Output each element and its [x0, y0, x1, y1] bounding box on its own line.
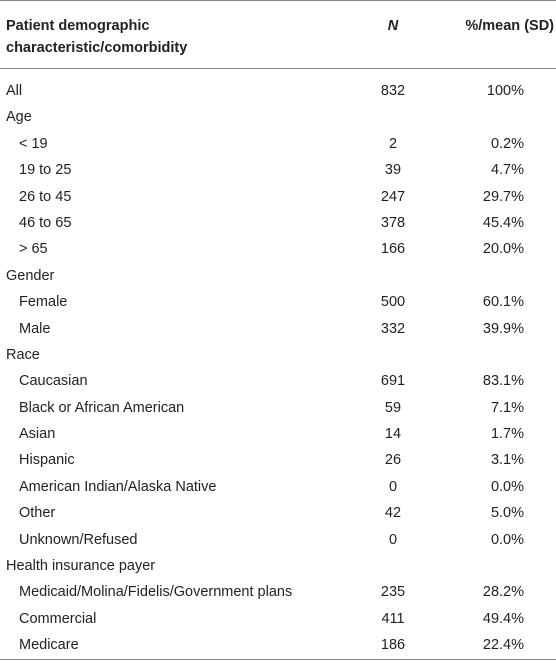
header-characteristic-line1: Patient demographic [6, 18, 150, 34]
table-group-row [0, 553, 556, 579]
row-percent: 83.1% [482, 373, 524, 390]
row-label: Hispanic [19, 452, 75, 469]
row-percent: 4.7% [490, 162, 524, 179]
header-n: N [387, 18, 399, 34]
row-label: Medicare [19, 637, 79, 654]
row-label: Commercial [19, 610, 97, 627]
row-n: 2 [388, 135, 398, 152]
row-label: Age [6, 109, 32, 126]
table-body [0, 69, 556, 659]
row-label: 46 to 65 [19, 214, 72, 231]
row-label: Unknown/Refused [19, 531, 138, 548]
row-n: 500 [380, 294, 406, 311]
table-row [0, 395, 556, 421]
header-percent-mean: %/mean (SD) [465, 18, 554, 34]
row-label: Medicaid/Molina/Fidelis/Government plans [19, 584, 293, 601]
row-percent: 20.0% [482, 241, 524, 258]
row-percent: 22.4% [482, 637, 524, 654]
row-n: 247 [380, 188, 406, 205]
row-n: 235 [380, 584, 406, 601]
row-n: 0 [388, 531, 398, 548]
row-n: 378 [380, 214, 406, 231]
row-n: 26 [384, 452, 402, 469]
row-label: Caucasian [19, 373, 88, 390]
row-n: 832 [380, 83, 406, 99]
table-row [0, 421, 556, 447]
table-row [0, 447, 556, 473]
bottom-rule [0, 659, 556, 660]
table-row [0, 579, 556, 605]
table-row [0, 289, 556, 315]
row-label: 19 to 25 [19, 162, 72, 179]
header-characteristic-line2: characteristic/comorbidity [6, 40, 188, 56]
row-label: Gender [6, 267, 55, 284]
row-label: < 19 [19, 135, 48, 152]
table-row [0, 606, 556, 632]
table-group-row [0, 104, 556, 130]
row-n: 0 [388, 478, 398, 495]
row-percent: 3.1% [490, 452, 524, 469]
row-percent: 0.0% [490, 478, 524, 495]
row-percent: 5.0% [490, 505, 524, 522]
table-header [0, 1, 556, 68]
row-label: All [6, 83, 23, 99]
row-label: Male [19, 320, 51, 337]
row-label: Asian [19, 426, 56, 443]
row-percent: 1.7% [490, 426, 524, 443]
row-percent: 60.1% [482, 294, 524, 311]
table-group-row [0, 263, 556, 289]
row-n: 59 [384, 399, 402, 416]
table-row [0, 500, 556, 526]
row-label: Race [6, 346, 40, 363]
header-characteristic [6, 15, 187, 59]
table-row [0, 527, 556, 553]
table-group-row [0, 78, 556, 104]
table-row [0, 236, 556, 262]
row-n: 39 [384, 162, 402, 179]
row-percent: 100% [486, 83, 524, 99]
row-percent: 45.4% [482, 214, 524, 231]
row-label: Health insurance payer [6, 558, 156, 575]
table-row [0, 210, 556, 236]
table-row [0, 131, 556, 157]
row-n: 186 [380, 637, 406, 654]
row-percent: 39.9% [482, 320, 524, 337]
row-label: American Indian/Alaska Native [19, 478, 217, 495]
row-label: Other [19, 505, 56, 522]
row-n: 166 [380, 241, 406, 258]
table-row [0, 184, 556, 210]
row-n: 332 [380, 320, 406, 337]
table-row [0, 316, 556, 342]
row-label: > 65 [19, 241, 48, 258]
row-n: 14 [384, 426, 402, 443]
row-percent: 29.7% [482, 188, 524, 205]
row-percent: 0.0% [490, 531, 524, 548]
row-n: 42 [384, 505, 402, 522]
row-percent: 49.4% [482, 610, 524, 627]
table-row [0, 474, 556, 500]
row-percent: 0.2% [490, 135, 524, 152]
row-n: 411 [381, 610, 405, 627]
table-row [0, 632, 556, 658]
row-label: Female [19, 294, 68, 311]
row-n: 691 [380, 373, 406, 390]
row-percent: 7.1% [490, 399, 524, 416]
row-percent: 28.2% [482, 584, 524, 601]
row-label: Black or African American [19, 399, 185, 416]
row-label: 26 to 45 [19, 188, 72, 205]
table-row [0, 368, 556, 394]
table-row [0, 157, 556, 183]
table-group-row [0, 342, 556, 368]
